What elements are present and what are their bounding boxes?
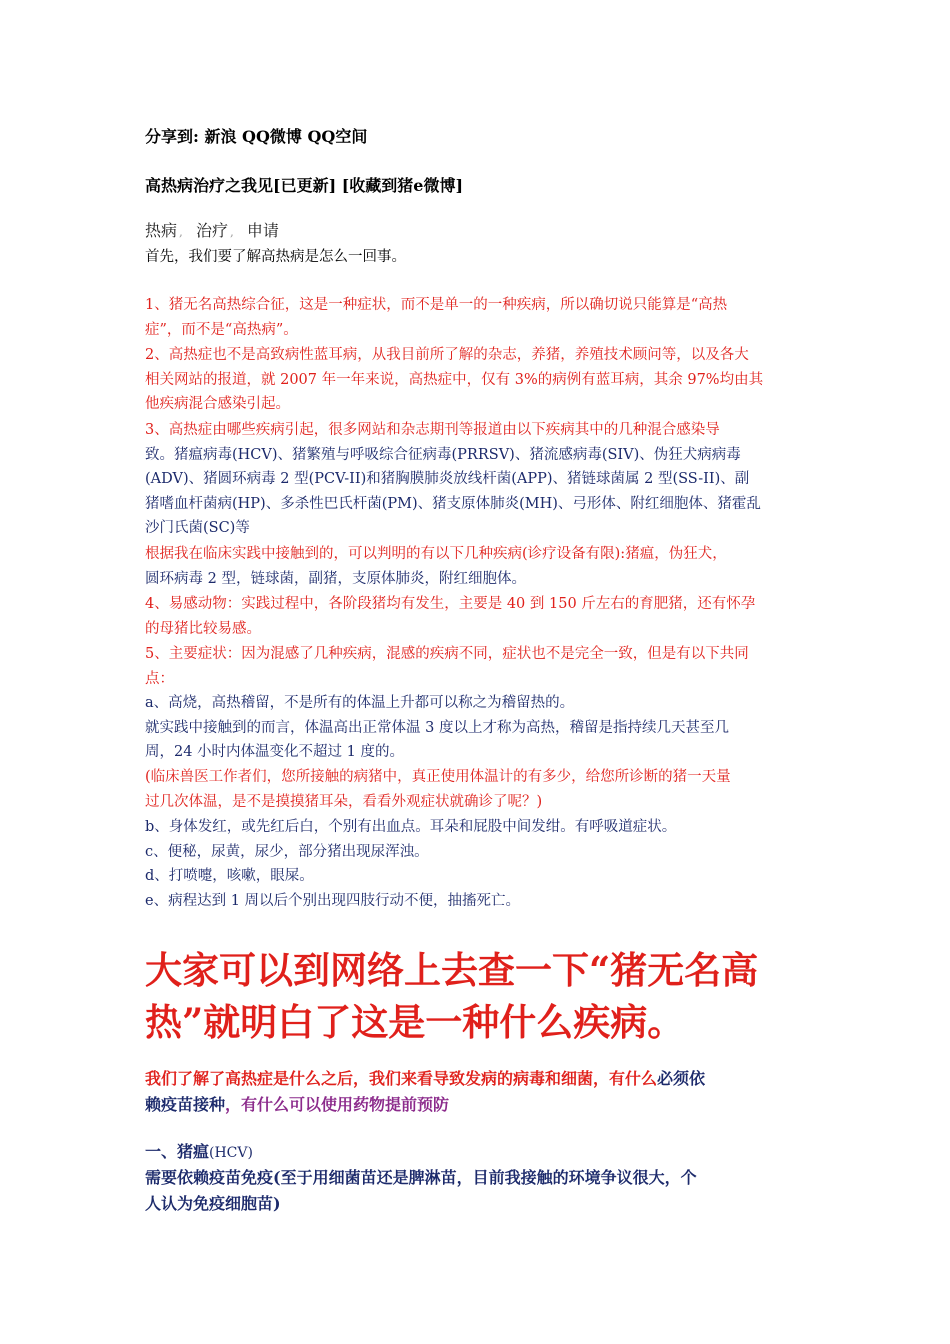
para-2: 2、高热症也不是高致病性蓝耳病，从我目前所了解的杂志，养猪，养殖技术顾问等，以及各大 相关网站的报道，就 2007 年一年来说，高热症中，仅有 3%的病例有蓝耳病，其余 97%均由其 他疾病混合感染引起。 (145, 347, 764, 413)
para-8: (临床兽医工作者们，您所接触的病猪中，真正使用体温计的有多少，给您所诊断的猪一天量 过几次体温，是不是摸摸猪耳朵，看看外观症状就确诊了呢？) (145, 769, 731, 810)
para-4: 根据我在临床实践中接触到的，可以判明的有以下几种疾病(诊疗设备有限):猪瘟，伪狂犬， 圆环病毒 2 型，链球菌，副猪，支原体肺炎，附红细胞体。 (145, 546, 727, 587)
tag-list: 热病 , 治疗 , 申请 (145, 221, 279, 240)
para-3: 3、高热症由哪些疾病引起，很多网站和杂志期刊等报道由以下疾病其中的几种混合感染导 致。猪瘟病毒(HCV)、猪繁殖与呼吸综合征病毒(PRRSV)、猪流感病毒(SIV)、伪狂犬病病毒 (ADV)、猪圆环病毒 2 型(PCV-II)和猪胸膜肺炎放线杆菌(APP)、猪链球菌属 2 型(SS-II)、副 猪嗜血杆菌病(HP)、多杀性巴氏杆菌(PM)、猪支原体肺炎(MH)、弓形体、附红细胞体、猪霍乱 沙门氏菌(SC)等 (145, 422, 761, 537)
para-7: a、高烧，高热稽留，不是所有的体温上升都可以称之为稽留热的。 就实践中接触到的而言，体温高出正常体温 3 度以上才称为高热，稽留是指持续几天甚至几 周，24 小时内体温变化不超过 1 度的。 (145, 695, 729, 761)
share-line: 分享到: 新浪 QQ微博 QQ空间 (145, 127, 368, 146)
article-title: 高热病治疗之我见[已更新] [收藏到猪e微博] (145, 176, 464, 195)
big-red-callout: 大家可以到网络上去查一下“猪无名高 热”就明白了这是一种什么疾病。 (145, 948, 759, 1044)
para-6: 5、主要症状：因为混感了几种疾病，混感的疾病不同，症状也不是完全一致，但是有以下共同 点： (145, 646, 749, 687)
lead-paragraph: 我们了解了高热症是什么之后，我们来看导致发病的病毒和细菌，有什么必须依 赖疫苗接种，有什么可以使用药物提前预防 (145, 1069, 706, 1114)
section-heading-hcv: 一、猪瘟(HCV) (145, 1142, 253, 1161)
para-9: b、身体发红，或先红后白，个别有出血点。耳朵和屁股中间发绀。有呼吸道症状。 c、便秘，尿黄，尿少，部分猪出现尿浑浊。 d、打喷嚏，咳嗽，眼屎。 e、病程达到 1 周以后个别出现四肢行动不便，抽搐死亡。 (145, 819, 677, 909)
para-5: 4、易感动物：实践过程中，各阶段猪均有发生，主要是 40 到 150 斤左右的育肥猪，还有怀孕 的母猪比较易感。 (145, 596, 756, 637)
para-1: 1、猪无名高热综合征，这是一种症状，而不是单一的一种疾病，所以确切说只能算是“高热 症”，而不是“高热病”。 (145, 297, 728, 338)
tag-apply[interactable]: 申请 (246, 221, 279, 240)
section-body-hcv: 需要依赖疫苗免疫(至于用细菌苗还是脾淋苗，目前我接触的环境争议很大，个 人认为免疫细胞苗) (145, 1168, 697, 1213)
tag-heat-disease[interactable]: 热病 (145, 221, 178, 240)
tag-treatment[interactable]: 治疗 (195, 221, 228, 240)
intro-line: 首先，我们要了解高热病是怎么一回事。 (145, 249, 406, 265)
